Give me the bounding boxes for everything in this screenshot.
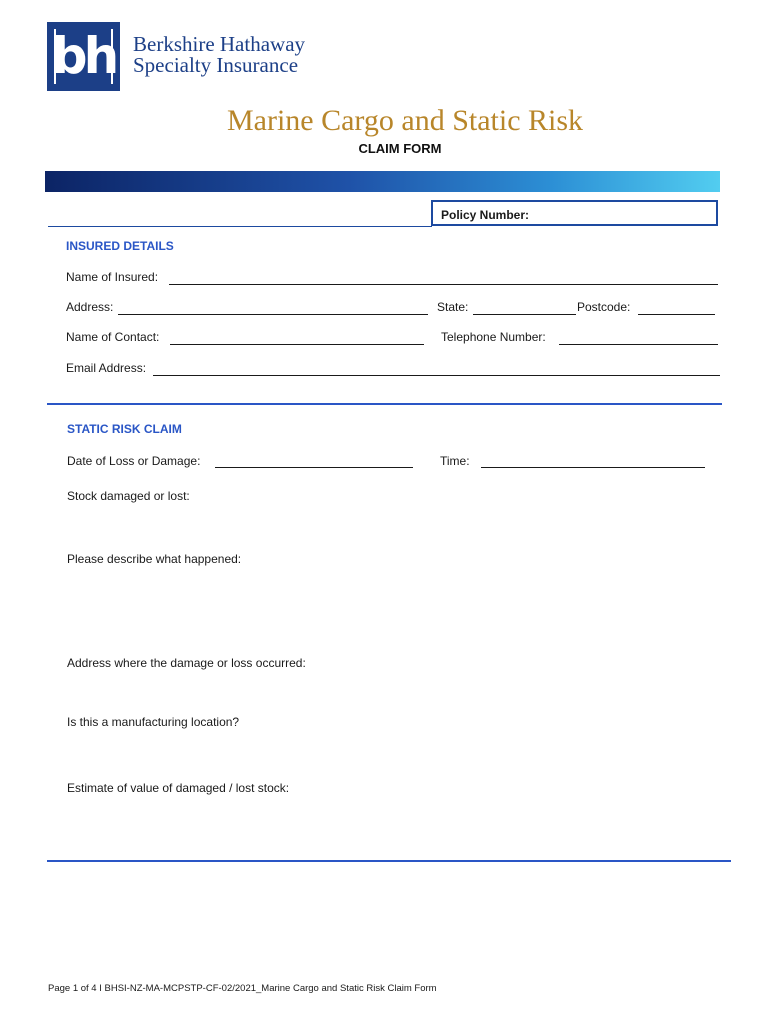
time-field[interactable] [481, 467, 705, 468]
name-of-contact-field[interactable] [170, 344, 424, 345]
describe-happened-label: Please describe what happened: [67, 552, 242, 566]
company-name-line1: Berkshire Hathaway [133, 32, 306, 56]
date-of-loss-field[interactable] [215, 467, 413, 468]
telephone-field[interactable] [559, 344, 718, 345]
bottom-divider [47, 860, 731, 862]
loss-address-label: Address where the damage or loss occurred: [67, 656, 306, 670]
stock-damaged-label: Stock damaged or lost: [67, 489, 190, 503]
logo-mark: bh [51, 27, 116, 85]
telephone-label: Telephone Number: [441, 330, 546, 344]
section-divider [47, 403, 722, 405]
header-gradient-bar [45, 171, 720, 192]
policy-number-label: Policy Number: [441, 208, 530, 222]
postcode-label: Postcode: [577, 300, 631, 314]
time-label: Time: [440, 454, 470, 468]
policy-rule [48, 226, 432, 227]
email-label: Email Address: [66, 361, 147, 375]
state-field[interactable] [473, 314, 576, 315]
company-name-line2: Specialty Insurance [133, 53, 299, 77]
state-label: State: [437, 300, 469, 314]
estimate-value-label: Estimate of value of damaged / lost stock: [67, 781, 290, 795]
company-logo [47, 22, 120, 91]
insured-details-heading: INSURED DETAILS [66, 239, 174, 253]
name-of-insured-field[interactable] [169, 284, 718, 285]
address-field[interactable] [118, 314, 428, 315]
name-of-contact-label: Name of Contact: [66, 330, 160, 344]
policy-number-field[interactable] [431, 200, 718, 226]
page-footer: Page 1 of 4 I BHSI-NZ-MA-MCPSTP-CF-02/2021_Marine Cargo and Static Risk Claim Form [48, 983, 437, 994]
manufacturing-location-label: Is this a manufacturing location? [67, 715, 240, 729]
postcode-field[interactable] [638, 314, 715, 315]
form-subtitle: CLAIM FORM [358, 141, 442, 156]
name-of-insured-label: Name of Insured: [66, 270, 159, 284]
static-risk-claim-heading: STATIC RISK CLAIM [67, 422, 182, 436]
company-name [133, 34, 305, 76]
address-label: Address: [66, 300, 114, 314]
date-of-loss-label: Date of Loss or Damage: [67, 454, 201, 468]
form-title: Marine Cargo and Static Risk [226, 104, 584, 137]
email-field[interactable] [153, 375, 720, 376]
